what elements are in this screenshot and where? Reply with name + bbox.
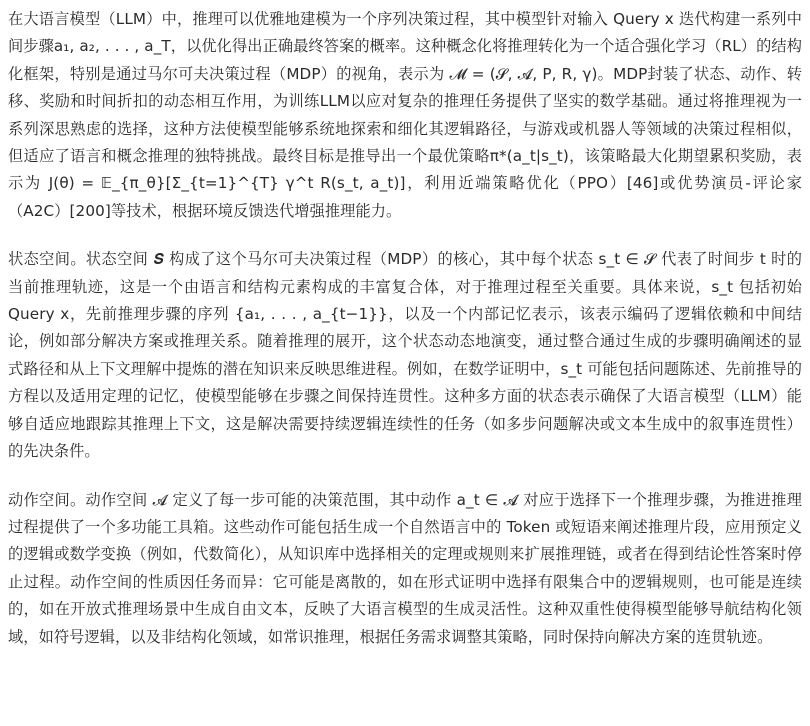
paragraph-mdp-overview: 在大语言模型（LLM）中，推理可以优雅地建模为一个序列决策过程，其中模型针对输入 Query x 迭代构建一系列中间步骤a₁, a₂, . . . , a_T，以优化得出正确最终答案的概率。这种概念化将推理转化为一个适合强化学习（RL）的结构化框架，特别是通过马尔可夫决策过程（MDP）的视角，表示为 𝓜 = (𝓢, 𝓐, P, R, γ)。MDP封装了状态、动作、转移、奖励和时间折扣的动态相互作用，为训练LLM以应对复杂的推理任务提供了坚实的数学基础。通过将推理视为一系列深思熟虑的选择，这种方法使模型能够系统地探索和细化其逻辑路径，与游戏或机器人等领域的决策过程相似，但适应了语言和概念推理的独特挑战。最终目标是推导出一个最优策略π*(a_t|s_t)，该策略最大化期望累积奖励，表示为 J(θ) = 𝔼_{π_θ}[Σ_{t=1}^{T} γ^t R(s_t, a_t)]，利用近端策略优化（PPO）[46]或优势演员-评论家（A2C）[200]等技术，根据环境反馈迭代增强推理能力。 xyxy=(8,10,802,220)
paragraph-state-space: 状态空间。状态空间 𝑺 构成了这个马尔可夫决策过程（MDP）的核心，其中每个状态 s_t ∈ 𝓢 代表了时间步 t 时的当前推理轨迹，这是一个由语言和结构元素构成的丰富复合体，对于推理过程至关重要。具体来说，s_t 包括初始 Query x，先前推理步骤的序列 {a₁, . . . , a_{t−1}}，以及一个内部记忆表示，该表示编码了逻辑依赖和中间结论，例如部分解决方案或推理关系。随着推理的展开，这个状态动态地演变，通过整合通过生成的步骤明确阐述的显式路径和从上下文理解中提炼的潜在知识来反映思维进程。例如，在数学证明中，s_t 可能包括问题陈述、先前推导的方程以及适用定理的记忆，使模型能够在步骤之间保持连贯性。这种多方面的状态表示确保了大语言模型（LLM）能够自适应地跟踪其推理上下文，这是解决需要持续逻辑连续性的任务（如多步问题解决或文本生成中的叙事连贯性）的先决条件。 xyxy=(8,250,802,461)
paragraph-action-space: 动作空间。动作空间 𝓐 定义了每一步可能的决策范围，其中动作 a_t ∈ 𝓐 对应于选择下一个推理步骤，为推进推理过程提供了一个多功能工具箱。这些动作可能包括生成一个自然语言中的 Token 或短语来阐述推理片段，应用预定义的逻辑或数学变换（例如，代数简化），从知识库中选择相关的定理或规则来扩展推理链，或者在得到结论性答案时停止过程。动作空间的性质因任务而异：它可能是离散的，如在形式证明中选择有限集合中的逻辑规则，也可能是连续的，如在开放式推理场景中生成自由文本，反映了大语言模型的生成灵活性。这种双重性使得模型能够导航结构化领域，如符号逻辑，以及非结构化领域，如常识推理，根据任务需求调整其策略，同时保持向解决方案的连贯轨迹。 xyxy=(8,490,802,646)
